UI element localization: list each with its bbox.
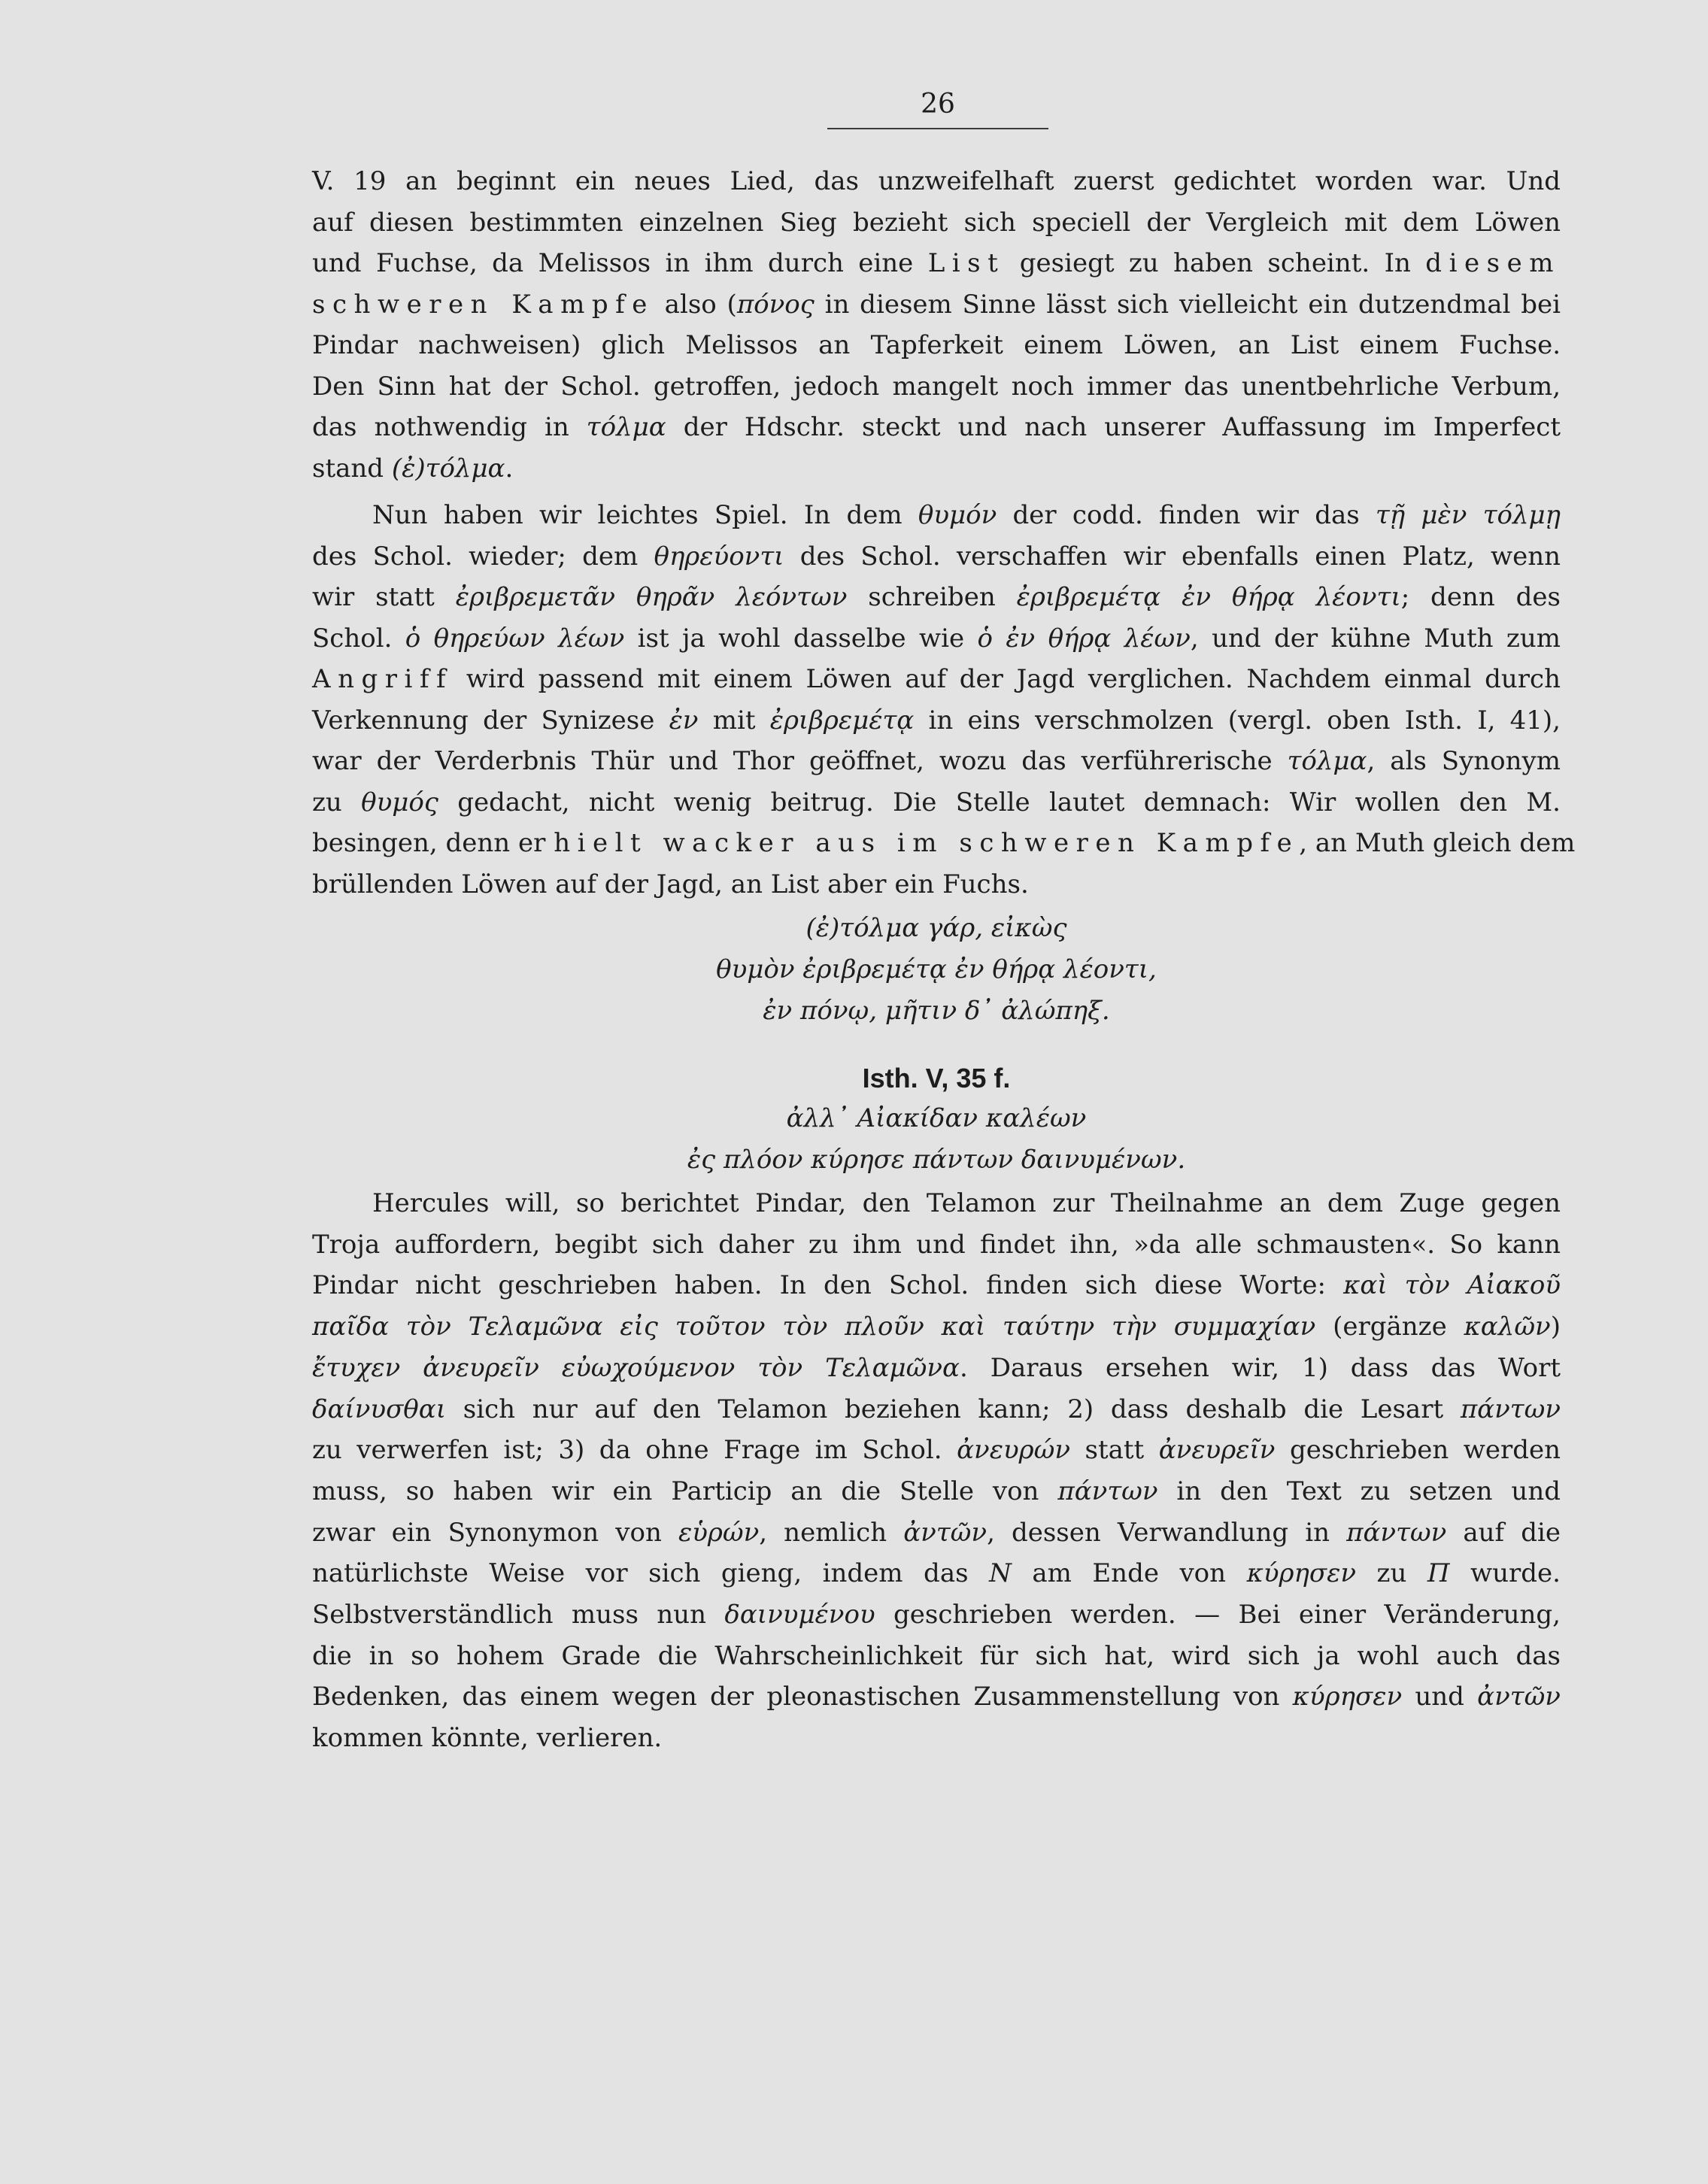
text-line: Bedenken, das einem wegen der pleonastischen Zusammenstellung von κύρησεν und ἀντῶν (312, 1682, 1561, 1712)
text-line: παῖδα τὸν Τελαμῶνα εἰς τοῦτον τὸν πλοῦν καὶ ταύτην τὴν συμμαχίαν (ergänze καλῶν) (312, 1312, 1561, 1342)
header-rule (827, 128, 1048, 129)
verse-line: ἀλλ᾽ Αἰακίδαν καλέων (786, 1103, 1087, 1133)
section-heading: Isth. V, 35 f. (862, 1063, 1011, 1094)
text-line: Troja auffordern, begibt sich daher zu ihm und findet ihn, »da alle schmausten«. So kann (312, 1229, 1561, 1260)
text-line: muss, so haben wir ein Particip an die Stelle von πάντων in den Text zu setzen und (312, 1476, 1561, 1506)
text-line: Verkennung der Synizese ἐν mit ἐριβρεμέτᾳ in eins verschmolzen (vergl. oben Isth. I, 41), (312, 705, 1561, 736)
paragraph-3 (312, 1183, 1561, 1759)
text-line: V. 19 an beginnt ein neues Lied, das unzweifelhaft zuerst gedichtet worden war. Und (312, 166, 1561, 196)
text-line: des Schol. wieder; dem θηρεύοντι des Schol. verschaffen wir ebenfalls einen Platz, wenn (312, 541, 1561, 572)
text-line: Selbstverständlich muss nun δαινυμένου geschrieben werden. — Bei einer Veränderung, (312, 1600, 1561, 1630)
text-line: das nothwendig in τόλμα der Hdschr. steckt und nach unserer Auffassung im Imperfect (312, 412, 1561, 442)
paragraph-2 (312, 495, 1576, 905)
text-line: Den Sinn hat der Schol. getroffen, jedoch mangelt noch immer das unentbehrliche Verbum, (312, 371, 1561, 402)
text-line: die in so hohem Grade die Wahrscheinlichkeit für sich hat, wird sich ja wohl auch das (312, 1640, 1561, 1671)
text-line: Schol. ὁ θηρεύων λέων ist ja wohl dasselbe wie ὁ ἐν θήρᾳ λέων, und der kühne Muth zum (312, 623, 1561, 654)
verse-line: θυμὸν ἐριβρεμέτᾳ ἐν θήρᾳ λέοντι, (716, 954, 1157, 984)
verse-quote-1 (312, 908, 1561, 1032)
verse-line: ἐν πόνῳ, μῆτιν δ᾽ ἀλώπηξ. (763, 996, 1110, 1026)
text-line: kommen könnte, verlieren. (312, 1723, 663, 1754)
text-line: stand (ἐ)τόλμα. (312, 453, 514, 484)
text-line: zu θυμός gedacht, nicht wenig beitrug. Die Stelle lautet demnach: Wir wollen den M. (312, 787, 1561, 817)
text-line: Angriff wird passend mit einem Löwen auf der Jagd verglichen. Nachdem einmal durch (312, 664, 1561, 694)
text-line: ἔτυχεν ἀνευρεῖν εὐωχούμενον τὸν Τελαμῶνα. Daraus ersehen wir, 1) dass das Wort (312, 1352, 1561, 1383)
verse-line: ἐς πλόον κύρησε πάντων δαινυμένων. (687, 1145, 1186, 1175)
text-line: δαίνυσθαι sich nur auf den Telamon beziehen kann; 2) dass deshalb die Lesart πάντων (312, 1394, 1561, 1424)
text-line: zu verwerfen ist; 3) da ohne Frage im Schol. ἀνευρών statt ἀνευρεῖν geschrieben werden (312, 1435, 1561, 1466)
verse-line: (ἐ)τόλμα γάρ, εἰκὼς (805, 913, 1067, 943)
text-line: zwar ein Synonymon von εὑρών, nemlich ἀντῶν, dessen Verwandlung in πάντων auf die (312, 1517, 1561, 1548)
text-line: und Fuchse, da Melissos in ihm durch eine List gesiegt zu haben scheint. In diesem (312, 248, 1561, 278)
text-line: Hercules will, so berichtet Pindar, den Telamon zur Theilnahme an dem Zuge gegen (372, 1188, 1561, 1218)
paragraph-1 (312, 161, 1561, 489)
text-line: war der Verderbnis Thür und Thor geöffnet, wozu das verführerische τόλμα, als Synonym (312, 746, 1561, 776)
text-line: natürlichste Weise vor sich gieng, indem das N am Ende von κύρησεν zu Π wurde. (312, 1558, 1561, 1589)
text-line: Nun haben wir leichtes Spiel. In dem θυμόν der codd. finden wir das τῇ μὲν τόλμῃ (372, 500, 1561, 530)
text-line: wir statt ἐριβρεμετᾶν θηρᾶν λεόντων schreiben ἐριβρεμέτᾳ ἐν θήρᾳ λέοντι; denn des (312, 582, 1561, 612)
text-line: besingen, denn er hielt wacker aus im schweren Kampfe, an Muth gleich dem (312, 828, 1576, 858)
text-line: schweren Kampfe also (πόνος in diesem Sinne lässt sich vielleicht ein dutzendmal bei (312, 289, 1561, 320)
verse-quote-2 (312, 1098, 1561, 1181)
text-line: brüllenden Löwen auf der Jagd, an List aber ein Fuchs. (312, 869, 1029, 899)
text-line: Pindar nicht geschrieben haben. In den Schol. finden sich diese Worte: καὶ τὸν Αἰακοῦ (312, 1270, 1561, 1301)
page-number: 26 (921, 89, 955, 120)
text-line: auf diesen bestimmten einzelnen Sieg bezieht sich speciell der Vergleich mit dem Löwen (312, 207, 1561, 238)
text-line: Pindar nachweisen) glich Melissos an Tapferkeit einem Löwen, an List einem Fuchse. (312, 330, 1561, 360)
